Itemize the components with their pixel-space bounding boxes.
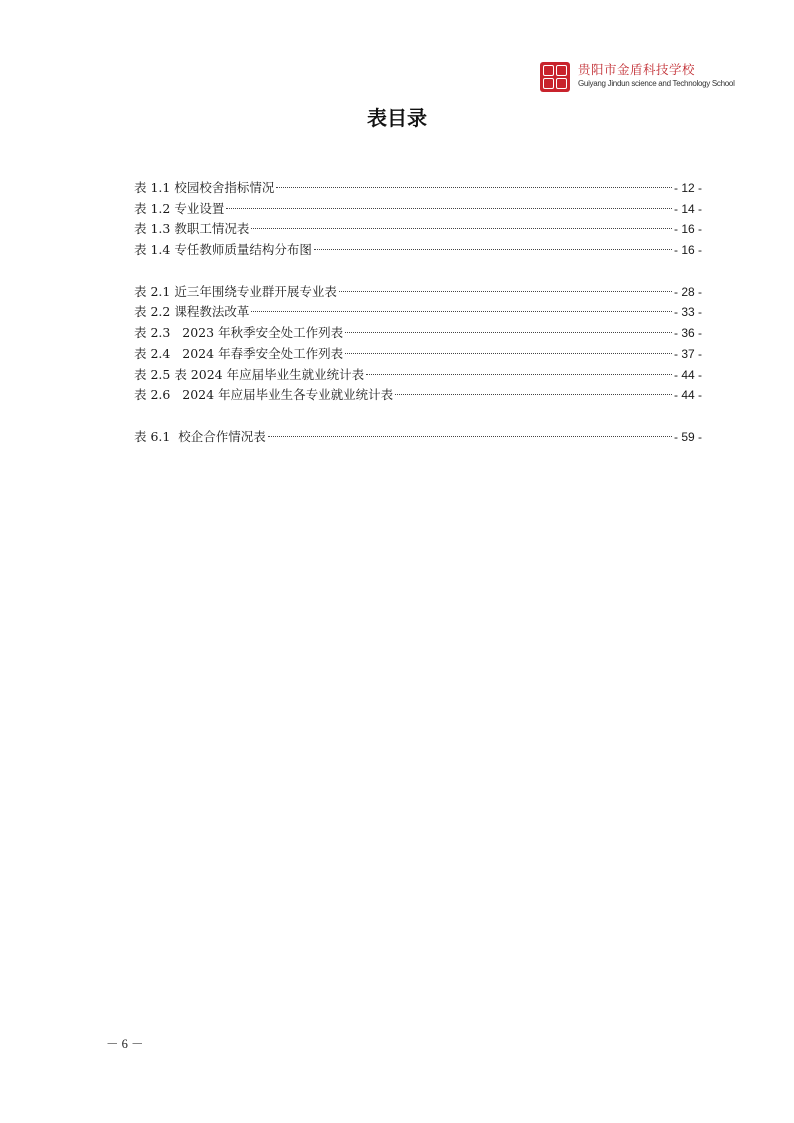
toc-entry[interactable] <box>134 219 702 240</box>
dot-leader <box>251 228 672 229</box>
toc-entry[interactable] <box>134 365 702 386</box>
toc-entry[interactable] <box>134 240 702 261</box>
toc-entry[interactable] <box>134 302 702 323</box>
toc-entry-page: - 16 - <box>673 243 702 258</box>
dot-leader <box>276 187 672 188</box>
toc-entry-label: 校企合作情况表 <box>170 428 266 444</box>
dot-leader <box>268 436 672 437</box>
dot-leader <box>314 249 672 250</box>
page-title: 表目录 <box>367 106 427 130</box>
toc-entry-page: - 44 - <box>673 367 702 382</box>
school-name-en: Guiyang Jindun science and Technology School <box>578 79 735 88</box>
toc-entry-number: 表 2.4 <box>134 345 171 361</box>
toc-entry-number: 表 1.2 <box>134 200 171 216</box>
toc-entry-label: 教职工情况表 <box>170 221 250 237</box>
toc-entry-page: - 44 - <box>673 388 702 403</box>
toc-entry-page: - 33 - <box>673 305 702 320</box>
toc-entry[interactable] <box>134 323 702 344</box>
toc-entry-page: - 28 - <box>673 284 702 299</box>
school-seal-icon <box>540 62 570 92</box>
toc-entry[interactable] <box>134 427 702 448</box>
toc-entry-number: 表 2.6 <box>134 387 171 403</box>
toc-entry-number: 表 2.5 <box>134 366 171 382</box>
page-header <box>540 60 735 96</box>
toc-group-3 <box>134 427 702 448</box>
toc-entry-number: 表 2.1 <box>134 283 171 299</box>
toc-entry-number: 表 1.4 <box>134 242 171 258</box>
toc-entry[interactable] <box>134 344 702 365</box>
toc-entry-label: 课程教法改革 <box>170 304 250 320</box>
dot-leader <box>251 311 672 312</box>
page-number: － 6 － <box>106 1037 144 1051</box>
toc-entry-label: 专业设置 <box>170 200 225 216</box>
table-of-tables <box>134 178 702 469</box>
toc-entry-label: 2024 年春季安全处工作列表 <box>170 345 344 361</box>
dot-leader <box>345 353 672 354</box>
toc-entry-page: - 16 - <box>673 222 702 237</box>
toc-entry-label: 校园校舍指标情况 <box>170 180 275 195</box>
toc-entry[interactable] <box>134 282 702 303</box>
toc-entry-number: 表 2.3 <box>134 325 171 341</box>
toc-entry-number: 表 2.2 <box>134 304 171 320</box>
toc-entry[interactable] <box>134 385 702 406</box>
dot-leader <box>339 291 672 292</box>
toc-entry-page: - 36 - <box>673 326 702 341</box>
dot-leader <box>366 374 672 375</box>
toc-entry-label: 2023 年秋季安全处工作列表 <box>170 325 344 341</box>
toc-entry-number: 表 1.3 <box>134 221 171 237</box>
toc-entry-page: - 14 - <box>673 201 702 216</box>
dot-leader <box>345 332 672 333</box>
toc-entry[interactable] <box>134 199 702 220</box>
dot-leader <box>395 394 672 395</box>
toc-entry-page: - 12 - <box>673 181 702 195</box>
toc-entry-page: - 59 - <box>673 429 702 444</box>
toc-entry-number: 表 6.1 <box>134 428 171 444</box>
school-name-cn: 贵阳市金盾科技学校 <box>578 62 696 77</box>
toc-entry-label: 表 2024 年应届毕业生就业统计表 <box>170 366 365 382</box>
toc-entry-page: - 37 - <box>673 346 702 361</box>
toc-group-2 <box>134 282 702 406</box>
toc-entry-label: 专任教师质量结构分布图 <box>170 242 312 258</box>
toc-entry[interactable] <box>134 178 702 199</box>
dot-leader <box>226 208 672 209</box>
toc-group-1 <box>134 178 702 261</box>
toc-entry-label: 近三年围绕专业群开展专业表 <box>170 283 337 299</box>
toc-entry-number: 表 1.1 <box>134 180 171 195</box>
toc-entry-label: 2024 年应届毕业生各专业就业统计表 <box>170 387 394 403</box>
